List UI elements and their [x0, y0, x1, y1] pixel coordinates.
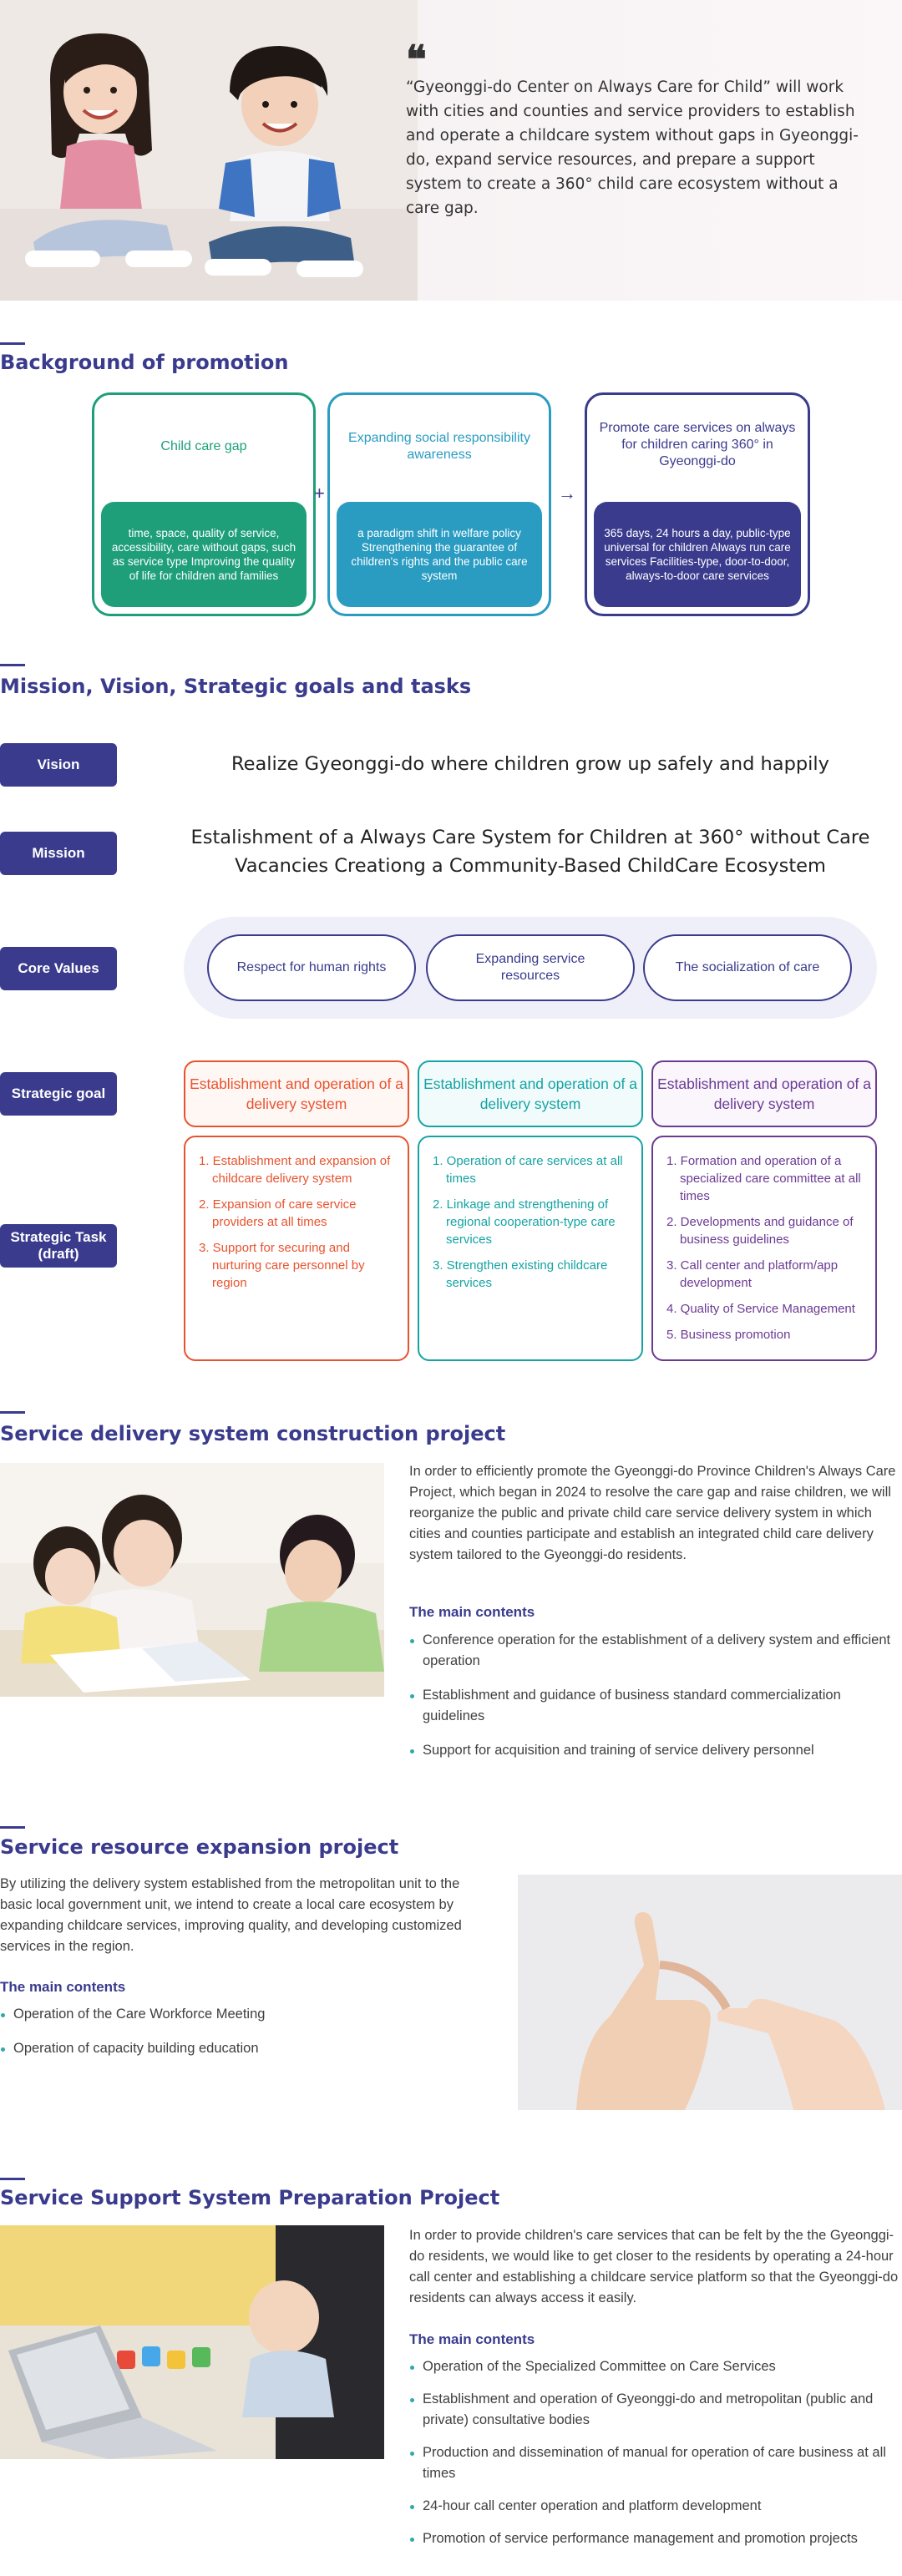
strategic-task-label: Strategic Task (draft) — [0, 1224, 117, 1268]
hero-banner — [0, 0, 902, 301]
section-divider — [0, 1826, 25, 1829]
strategic-goal-box: Establishment and operation of a delivery system — [184, 1060, 409, 1127]
strategic-task-item: 1. Establishment and expansion of childcare delivery system — [199, 1154, 391, 1186]
baby-laptop-photo — [0, 2225, 384, 2459]
core-value-pill: Respect for human rights — [207, 934, 416, 1001]
section-divider — [0, 664, 25, 666]
strategic-task-item: 2. Developments and guidance of business guidelines — [666, 1215, 854, 1247]
project2-body: By utilizing the delivery system established from the metropolitan unit to the basic local government unit, we intend to create a local care ecosystem by expanding childcare services, improving quality, and developing customized services in the region. — [0, 1876, 462, 1954]
background-box-title: Expanding social responsibility awareness — [348, 431, 530, 462]
strategic-task-list — [184, 1136, 409, 1361]
strategic-task-item: 3. Strengthen existing childcare services — [433, 1258, 608, 1290]
contents-item: Conference operation for the establishment of a delivery system and efficient operation — [409, 1630, 902, 1672]
background-box-body: a paradigm shift in welfare policy Strengthening the guarantee of children's rights and the public care system — [337, 502, 542, 607]
strategic-task-item: 4. Quality of Service Management — [666, 1302, 855, 1316]
background-box-social-responsibility — [327, 392, 551, 616]
strategic-task-item: 2. Linkage and strengthening of regional cooperation-type care services — [433, 1197, 616, 1247]
main-contents-heading: The main contents — [0, 1979, 126, 1995]
core-value-pill: Expanding service resources — [426, 934, 635, 1001]
background-box-care-gap — [92, 392, 316, 616]
project2-contents-list — [0, 2004, 493, 2072]
pinky-promise-photo — [518, 1875, 902, 2110]
strategic-task-item: 3. Support for securing and nurturing care personnel by region — [199, 1241, 365, 1290]
background-box-promote-care — [585, 392, 810, 616]
contents-item: 24-hour call center operation and platform development — [409, 2496, 902, 2517]
background-box-body: time, space, quality of service, accessibility, care without gaps, such as service type Improving the quality of life for children and families — [101, 502, 307, 607]
contents-item: Establishment and guidance of business standard commercialization guidelines — [409, 1685, 902, 1727]
strategic-task-list — [418, 1136, 643, 1361]
section-divider — [0, 2178, 25, 2180]
contents-item: Establishment and operation of Gyeonggi-do and metropolitan (public and private) consultative bodies — [409, 2389, 902, 2431]
vision-text: Realize Gyeonggi-do where children grow up safely and happily — [231, 753, 829, 775]
mission-label: Mission — [0, 832, 117, 875]
background-box-title: Child care gap — [160, 439, 247, 453]
section-title-background: Background of promotion — [0, 351, 289, 374]
strategic-task-item: 3. Call center and platform/app development — [666, 1258, 839, 1290]
strategic-goal-label: Strategic goal — [0, 1072, 117, 1116]
project3-contents-list — [409, 2356, 902, 2561]
core-values-label: Core Values — [0, 947, 117, 990]
core-value-pill: The socialization of care — [643, 934, 852, 1001]
strategic-task-item: 1. Operation of care services at all times — [433, 1154, 623, 1186]
contents-item: Operation of the Care Workforce Meeting — [0, 2004, 493, 2025]
project1-body: In order to efficiently promote the Gyeonggi-do Province Children's Always Care Project, which began in 2024 to resolve the care gap and raise children, we will reorganize the public and private child care service delivery system in which cities and counties participate and establish an integrated child care delivery system tailored to the Gyeonggi-do residents. — [409, 1464, 896, 1562]
strategic-goal-box: Establishment and operation of a delivery system — [418, 1060, 643, 1127]
strategic-task-item: 2. Expansion of care service providers at all times — [199, 1197, 357, 1229]
strategic-task-item: 1. Formation and operation of a specialized care committee at all times — [666, 1154, 861, 1203]
children-studying-photo — [0, 1463, 384, 1697]
project1-contents-list — [409, 1630, 902, 1774]
section-divider — [0, 342, 25, 345]
quote-mark-icon: ❝ — [406, 37, 427, 82]
section-title-resource-expansion: Service resource expansion project — [0, 1835, 399, 1859]
section-title-delivery-system: Service delivery system construction project — [0, 1422, 506, 1445]
strategic-goal-box: Establishment and operation of a delivery system — [651, 1060, 877, 1127]
main-contents-heading: The main contents — [409, 1604, 535, 1620]
contents-item: Operation of the Specialized Committee on Care Services — [409, 2356, 902, 2377]
hero-quote: “Gyeonggi-do Center on Always Care for Child” will work with cities and counties and service providers to establish and operate a childcare system without gaps in Gyeonggi-do, expand service resources, and prepare a support system to create a 360° child care ecosystem without a care gap. — [406, 78, 859, 217]
project3-body: In order to provide children's care services that can be felt by the the Gyeonggi-do residents, we would like to get closer to the residents by operating a 24-hour call center and establishing a childcare service platform so that the Gyeonggi-do residents can always access it easily. — [409, 2228, 899, 2305]
contents-item: Production and dissemination of manual for operation of care business at all times — [409, 2442, 902, 2484]
vision-label: Vision — [0, 743, 117, 787]
mission-text: Estalishment of a Always Care System for Children at 360° without Care Vacancies Creationg a Community-Based ChildCare Ecosystem — [190, 827, 870, 877]
section-title-support-system: Service Support System Preparation Project — [0, 2186, 500, 2209]
contents-item: Support for acquisition and training of service delivery personnel — [409, 1740, 902, 1761]
section-divider — [0, 1411, 25, 1414]
plus-icon: + — [314, 483, 325, 504]
background-box-title: Promote care services on always for children caring 360° in Gyeonggi-do — [599, 421, 796, 468]
background-box-body: 365 days, 24 hours a day, public-type universal for children Always run care services Facilities-type, door-to-door, always-to-door care services — [594, 502, 801, 607]
strategic-task-item: 5. Business promotion — [666, 1328, 791, 1342]
arrow-right-icon: → — [558, 483, 576, 504]
contents-item: Operation of capacity building education — [0, 2038, 493, 2059]
section-title-mission: Mission, Vision, Strategic goals and tasks — [0, 675, 472, 698]
children-photo — [0, 0, 418, 301]
strategic-task-list — [651, 1136, 877, 1361]
main-contents-heading: The main contents — [409, 2331, 535, 2347]
contents-item: Promotion of service performance management and promotion projects — [409, 2528, 902, 2549]
